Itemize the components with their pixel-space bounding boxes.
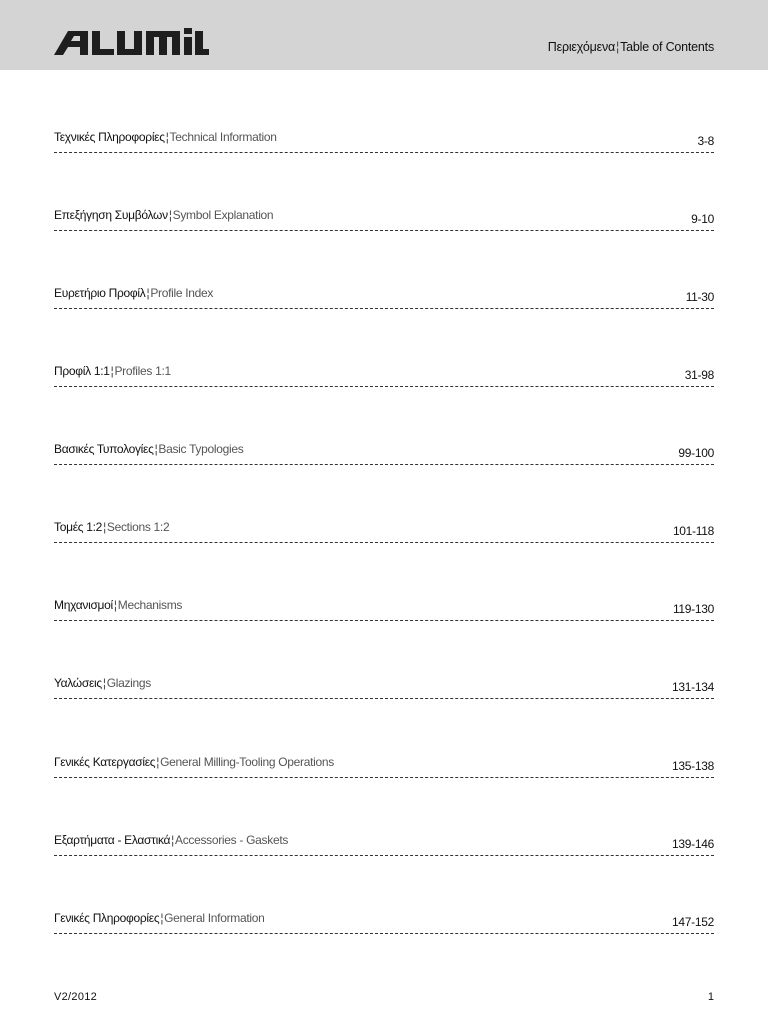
toc-separator: ¦ bbox=[154, 442, 158, 456]
toc-label-english: Symbol Explanation bbox=[172, 208, 274, 222]
toc-label bbox=[54, 911, 265, 925]
toc-label bbox=[54, 130, 277, 144]
toc-label-english: Mechanisms bbox=[117, 598, 183, 612]
toc-row-general-information[interactable] bbox=[54, 911, 714, 934]
toc-label-english: Profile Index bbox=[150, 286, 214, 300]
toc-row-profile-index[interactable] bbox=[54, 286, 714, 309]
toc-row-basic-typologies[interactable] bbox=[54, 442, 714, 465]
toc-label-greek: Υαλώσεις bbox=[54, 676, 102, 690]
toc-row-general-milling-tooling-operations[interactable] bbox=[54, 755, 714, 778]
toc-label-greek: Τομές 1:2 bbox=[54, 520, 103, 534]
toc-label-greek: Βασικές Τυπολογίες bbox=[54, 442, 154, 456]
toc-label bbox=[54, 755, 334, 769]
header-title-greek: Περιεχόμενα bbox=[547, 40, 616, 54]
toc-row-sections-1-2[interactable] bbox=[54, 520, 714, 543]
toc-page-range: 3-8 bbox=[697, 134, 714, 148]
toc-row-mechanisms[interactable] bbox=[54, 598, 714, 621]
toc-page-range: 99-100 bbox=[678, 446, 714, 460]
table-of-contents bbox=[54, 0, 714, 1024]
toc-page-range: 101-118 bbox=[672, 524, 714, 538]
toc-label-greek: Ευρετήριο Προφίλ bbox=[54, 286, 146, 300]
toc-separator: ¦ bbox=[113, 598, 117, 612]
toc-row-glazings[interactable] bbox=[54, 676, 714, 699]
toc-page-range: 139-146 bbox=[672, 837, 714, 851]
header-title-english: Table of Contents bbox=[620, 40, 714, 54]
toc-label-english: Profiles 1:1 bbox=[114, 364, 171, 378]
toc-label bbox=[54, 520, 169, 534]
footer-version: V2/2012 bbox=[54, 991, 98, 1003]
toc-label bbox=[54, 676, 151, 690]
toc-row-technical-information[interactable] bbox=[54, 130, 714, 153]
toc-separator: ¦ bbox=[156, 755, 160, 769]
toc-page-range: 135-138 bbox=[672, 759, 714, 773]
toc-separator: ¦ bbox=[102, 676, 106, 690]
toc-label-greek: Γενικές Κατεργασίες bbox=[54, 755, 156, 769]
toc-row-profiles-1-1[interactable] bbox=[54, 364, 714, 387]
toc-label-greek: Γενικές Πληροφορίες bbox=[54, 911, 160, 925]
toc-page-range: 31-98 bbox=[684, 368, 714, 382]
toc-page-range: 11-30 bbox=[685, 290, 714, 304]
toc-label bbox=[54, 833, 288, 847]
toc-page-range: 131-134 bbox=[672, 680, 714, 694]
toc-separator: ¦ bbox=[160, 911, 164, 925]
toc-label-english: Accessories - Gaskets bbox=[174, 833, 289, 847]
toc-label bbox=[54, 598, 182, 612]
toc-page-range: 147-152 bbox=[672, 915, 714, 929]
toc-separator: ¦ bbox=[146, 286, 150, 300]
toc-label bbox=[54, 364, 171, 378]
toc-label-greek: Προφίλ 1:1 bbox=[54, 364, 110, 378]
toc-label-english: General Information bbox=[164, 911, 265, 925]
toc-separator: ¦ bbox=[171, 833, 174, 847]
toc-label-greek: Μηχανισμοί bbox=[54, 598, 113, 612]
toc-label-greek: Τεχνικές Πληροφορίες bbox=[54, 130, 165, 144]
toc-separator: ¦ bbox=[168, 208, 172, 222]
toc-page-range: 9-10 bbox=[691, 212, 714, 226]
toc-label-english: Basic Typologies bbox=[158, 442, 244, 456]
toc-row-accessories-gaskets[interactable] bbox=[54, 833, 714, 856]
header-title-separator: ¦ bbox=[616, 40, 620, 54]
toc-label-greek: Εξαρτήματα - Ελαστικά bbox=[54, 833, 171, 847]
toc-label-english: Technical Information bbox=[169, 130, 277, 144]
toc-label-greek: Επεξήγηση Συμβόλων bbox=[54, 208, 168, 222]
toc-page-range: 119-130 bbox=[672, 602, 714, 616]
toc-row-symbol-explanation[interactable] bbox=[54, 208, 714, 231]
toc-separator: ¦ bbox=[110, 364, 114, 378]
toc-label bbox=[54, 286, 213, 300]
toc-label-english: General Milling-Tooling Operations bbox=[160, 755, 334, 769]
toc-separator: ¦ bbox=[165, 130, 169, 144]
toc-separator: ¦ bbox=[103, 520, 106, 534]
toc-label-english: Sections 1:2 bbox=[106, 520, 170, 534]
footer-page-number: 1 bbox=[707, 991, 714, 1003]
toc-label bbox=[54, 442, 243, 456]
toc-label-english: Glazings bbox=[106, 676, 151, 690]
toc-label bbox=[54, 208, 273, 222]
